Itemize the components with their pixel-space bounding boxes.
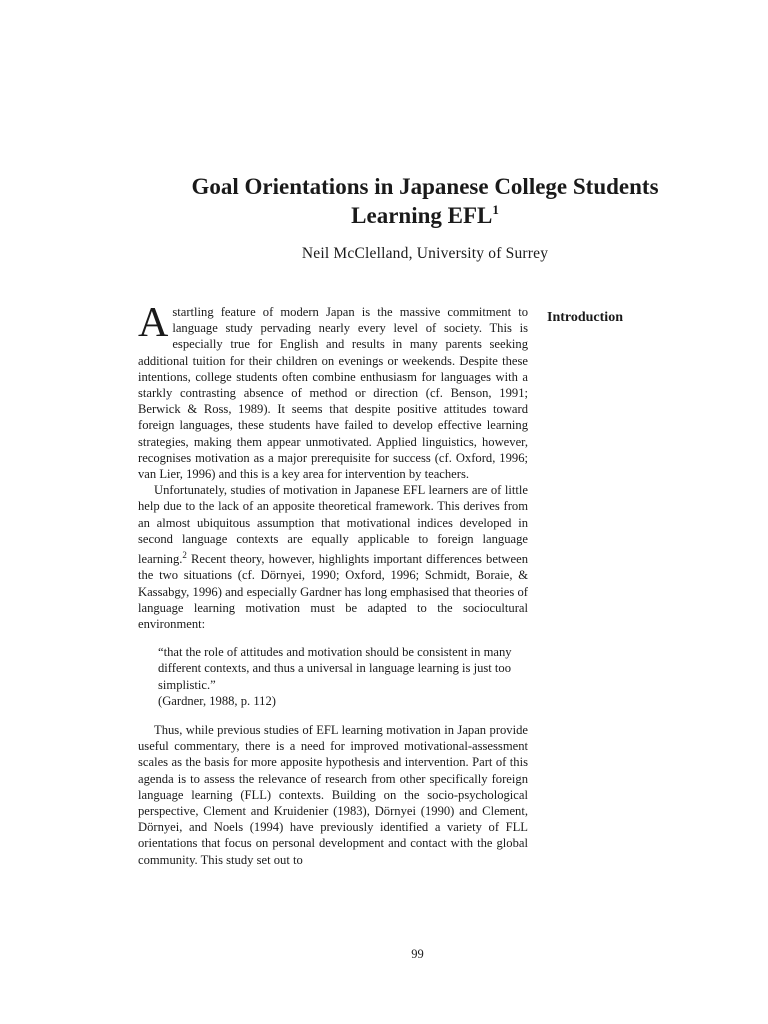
paragraph-1-text: startling feature of modern Japan is the massive commitment to language study pervading nearly every level of society. This is especially true for English and results in many parents seeking additional tuition for their children on evenings or weekends. Despite these intentions, college students often combine enthusiasm for languages with a starkly contrasting absence of method or direction (cf. Benson, 1991; Berwick & Ross, 1989). It seems that despite positive attitudes toward foreign languages, these students have failed to develop effective learning strategies, making them appear unmotivated. Applied linguistics, however, recognises motivation as a major prerequisite for success (cf. Oxford, 1996; van Lier, 1996) and this is a key area for intervention by teachers. — [138, 305, 528, 482]
paragraph-2-text-b: Recent theory, however, highlights important differences between the two situations (cf. Dörnyei, 1990; Oxford, 1996; Schmidt, Boraie, & Kassabgy, 1996) and especially Gardner has long emphasised that theories of language learning motivation must be adapted to the sociocultural environment: — [138, 552, 528, 632]
title-footnote-marker: 1 — [492, 202, 499, 217]
paper-title-line-2-text: Learning EFL — [351, 203, 493, 228]
author-affiliation: Neil McClelland, University of Surrey — [301, 245, 549, 262]
paragraph-2-text: Unfortunately, studies of motivation in Japanese EFL learners are of little help due to the lack of an apposite theoretical framework. This derives from an almost ubiquitous assumption that motivational indices developed in second language contexts are equally applicable to foreign language learning. — [138, 483, 528, 567]
section-heading: Introduction — [547, 310, 623, 325]
page-number: 99 — [411, 947, 424, 961]
paragraph-1 — [138, 300, 528, 482]
block-quote-text: “that the role of attitudes and motivation should be consistent in many different contexts, and thus a universal in language learning is just too simplistic.” — [158, 645, 512, 692]
paragraph-3: Thus, while previous studies of EFL learning motivation in Japan provide useful commentary, there is a need for improved motivational-assessment scales as the basis for more apposite hypothesis and intervention. Part of this agenda is to assess the relevance of research from other specifically foreign language learning (FLL) contexts. Building on the socio-psychological perspective, Clement and Kruidenier (1983), Dörnyei (1990) and Clement, Dörnyei, and Noels (1994) have previously identified a variety of FLL orientations that focus on personal development and contact with the global community. This study set out to — [138, 723, 528, 867]
block-quote-citation: (Gardner, 1988, p. 112) — [158, 693, 276, 708]
paragraph-2-footnote-marker: 2 — [182, 550, 187, 561]
paragraph-2 — [138, 482, 528, 632]
paper-title-line-1: Goal Orientations in Japanese College Students — [191, 174, 659, 199]
title-block — [110, 172, 740, 230]
paper-title-line-2 — [110, 201, 740, 230]
block-quote — [158, 644, 518, 709]
body-column — [138, 300, 528, 868]
drop-cap: A — [138, 300, 169, 346]
